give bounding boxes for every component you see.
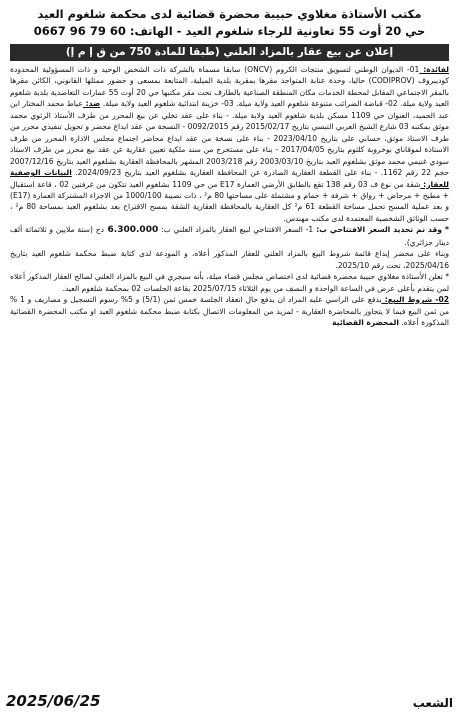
beneficiary-label: لفائدة: [419, 65, 449, 74]
office-address-phone: حي 20 أوت 55 تعاونية للرجاء شلغوم العيد - الهاتف: 60 79 96 0667 [33, 24, 426, 38]
publication-date: 2025/06/25 [6, 692, 101, 710]
terms-paragraph [10, 294, 449, 328]
sale-paragraph: * تعلن الأستاذة مغلاوي حبيبة محضرة قضائية لدى اختصاص مجلس قضاء ميلة، بأنه سيجري في البيع بالمزاد العلني لصالح العقار المذكور أعلاه لمن يتقدم بأعلى عرض في الساعة الواحدة و النصف من يوم الثلاثاء 2025/07/15 بقاعة الجلسات 02 بمحكمة شلغوم العيد. [10, 272, 449, 293]
against-text: عياط محمد المختار ابن عبد الحميد، العنوان حي 1109 مسكن بلدية شلغوم العيد ولاية ميلة. - بناء على عقد تخلي عن بيع المحرر من طرف الأستاذ الرئوي محمد موثق بمكتبه 03 شارع الشيخ العربي التبسي بتاريخ 2015/02/17 رقم 0092/2015 - النسخة من عقد ايداع محضر و تحويل تنفيذي محرر من طرف الاستاذ موثق، حسابي على بتاريخ 2023/04/10 - بناء على نسخة من عقد ايداع محاضر اجتماع مجلس الادارة المحرر من طرف الاستاذة لموقاناي بوخروبة كلثوم بتاريخ 2017/04/05 - بناء على مستخرج من سند ملكية تعيين عقارية عن عقد بيع محرر من طرف الاستاذ سودي غنيمي محمد موثق بشلغوم العيد بتاريخ 2003/03/10 رقم 2003/218 المشهر بالمحافظة العقارية بشلغوم العيد بتاريخ 2007/12/16 حجم 22 رقم 1162. - بناء على القطعة العقارية الصادرة عن المحافظة العقارية بشلغوم العيد بتاريخ 2024/09/23. [10, 99, 450, 178]
office-name: مكتب الأستاذة مغلاوي حبيبة محضرة قضائية لدى محكمة شلغوم العيد [37, 7, 422, 21]
price-words: دج (ستة ملايين و ثلاثمائة ألف دينار جزائري). [10, 225, 449, 247]
signature: المحضرة القضائية [332, 317, 399, 327]
price-paragraph [10, 224, 449, 248]
description-label: البيانات الوصفية للعقار: [10, 168, 449, 189]
price-value: 6.300.000 [103, 225, 159, 236]
deposit-paragraph: وبناء على محضر إيداع قائمة شروط البيع بالمزاد العلني للعقار المذكور أعلاه، و المودعة لدى كتابة ضبط محكمة شلغوم العيد بتاريخ 2025/04/16، تحت رقم 2025/10. [10, 249, 449, 270]
footer [6, 692, 453, 710]
notice-body [10, 64, 449, 328]
beneficiary-text: 01- الديوان الوطني لتسويق منتجات الكروم (ONCV) سابقا مسماة بالشركة ذات الشخص الوحيد و ذات المسؤولية المحدودة كوديبروف (CODIPROV) حاليا، وحدة عنابة المتواجد مقرها بمقرية بلدية الميلية، المتابعة بمسعى و حضور ممثلها القانوني، الكائن مقرها بالمقر الاجتماعي المقابل لمحطة الخدمات مكان المنطقة الصناعية بالطارف تحت مقر مكتبها حي 20 أوت 55 عمارات التعاضدية بلدية شلغوم العيد ولاية ميلة. 02- قباضة الضرائب متنوعة شلغوم العيد ولاية ميلة. 03- خزينة ابتدائية شلغوم العيد ولاية ميلة. [10, 65, 449, 109]
description-text: شقة من نوع ف 03 رقم 138 تقع بالطابق الأرضي العمارة E17 من حي 1109 بشلغوم العيد تتكون من غرفتين 02 ، قاعة استقبال + مطبخ + مرحاض + رواق + شرفة + حمام و مشتملة على مساحتها 80 م² ، ذات نصيبة 1000/100 من الاجزاء المشتركة العمارة (E17) و بعد عملية المسح تحمل مساحة القطعة 61 م² كل العقارية بالمحافظة العقارية الشقة بمسح الاقتراح بعد بشلغوم العيد بمساحة 80 م² ، حسب الوثائق الشخصية المعتمدة لدى مكتب مهندس. [10, 179, 449, 223]
notice-title-banner: إعلان عن بيع عقار بالمزاد العلني (طبقا للمادة 750 من ق إ م إ) [10, 44, 449, 61]
terms-text: يدفع على الراسي عليه المزاد ان يدفع حال انعقاد الجلسة خمس ثمن (5/1) و 5% رسوم التسجيل و مصاريف و 1 % من ثمن البيع فيما لا يتجاوز بالمحاضرة العقارية - لمزيد من المعلومات الاتصال بكتابة ضبط محكمة شلغوم العيد او مكتب المحضرة القضائية المذكورة أعلاه. [10, 295, 449, 327]
beneficiary-paragraph [10, 64, 449, 224]
price-text: 1- السعر الافتتاحي لبيع العقار بالمزاد العلني ب: [158, 225, 314, 235]
publication-name: الشعب [412, 696, 453, 710]
against-label: ضد: [82, 99, 101, 109]
terms-label: 02- شروط البيع: [381, 295, 449, 305]
price-label: * وقد تم تحديد السعر الافتتاحي ب: [313, 225, 449, 235]
